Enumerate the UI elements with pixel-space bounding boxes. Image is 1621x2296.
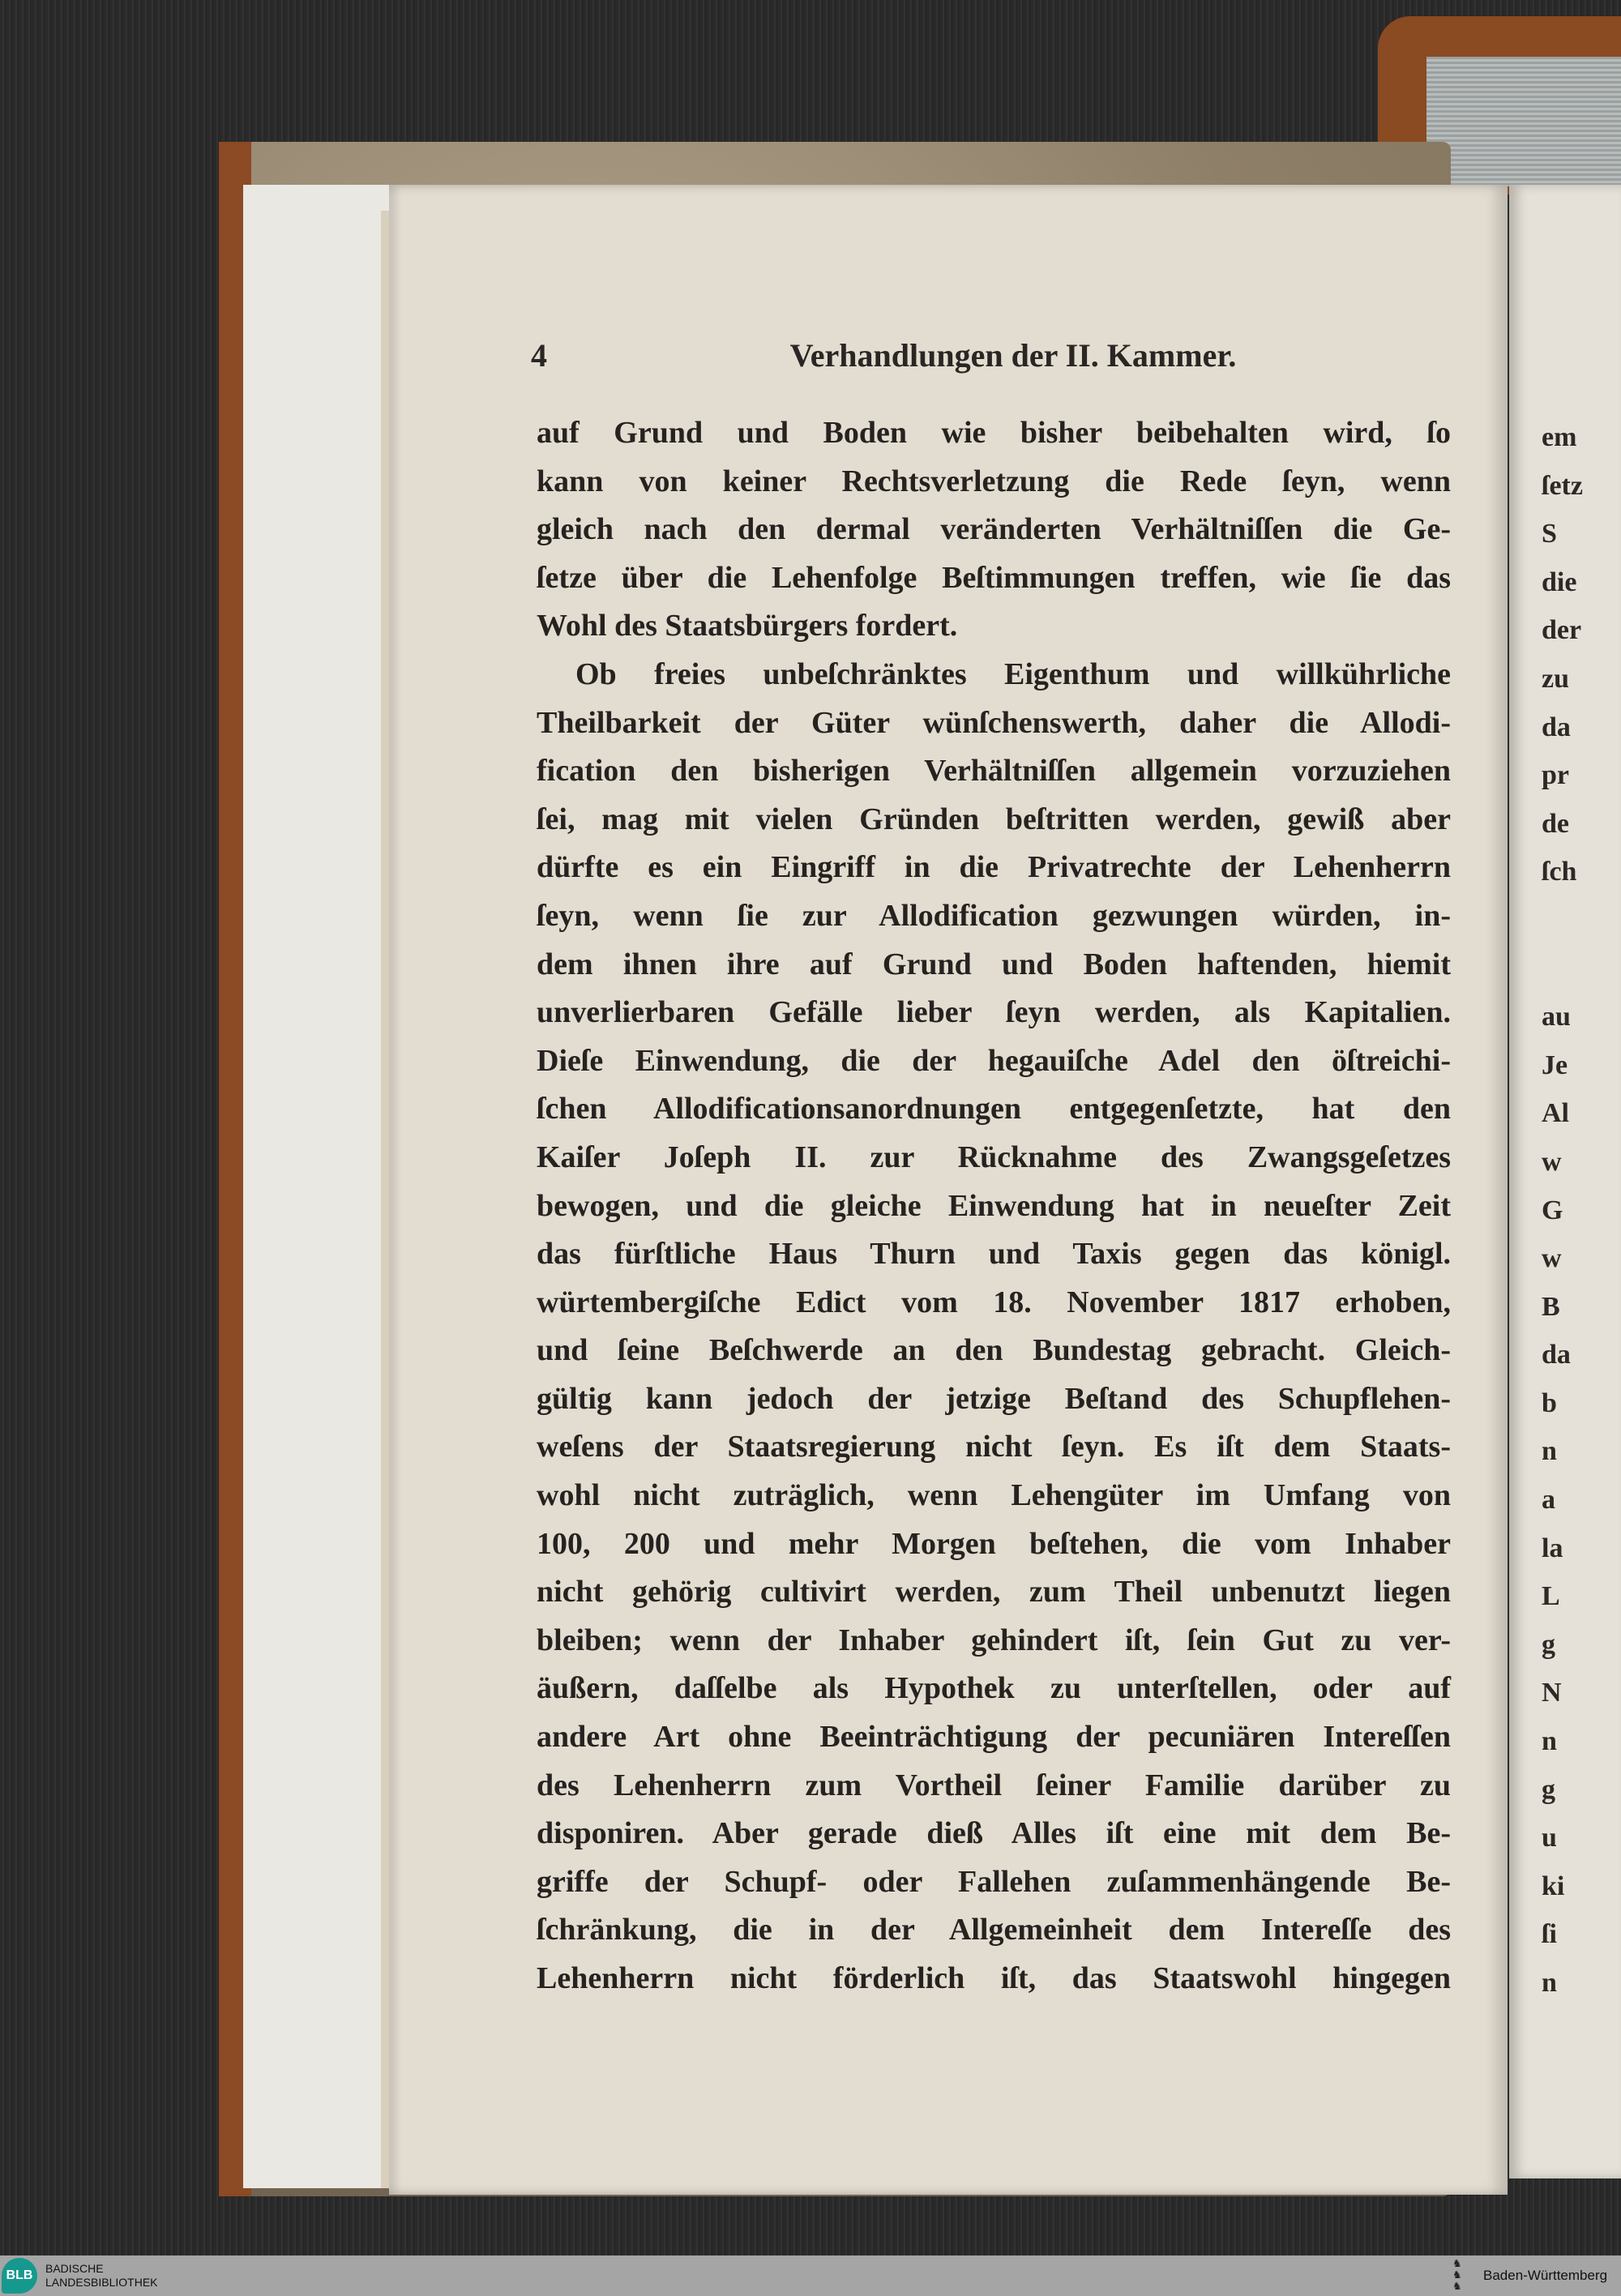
text-line: ſchen Allodificationsanordnungen entgegenſetzte, hat den	[537, 1092, 1451, 1127]
text-line: disponiren. Aber gerade dieß Alles iſt eine mit dem Be-	[537, 1816, 1451, 1851]
text-line: Dieſe Einwendung, die der hegauiſche Adel den öſtreichi-	[537, 1043, 1451, 1078]
fragment-line: der	[1542, 615, 1582, 646]
fragment-line: zu	[1542, 663, 1569, 694]
text-line: griffe der Schupf- oder Fallehen zuſammenhängende Be-	[537, 1864, 1451, 1899]
text-line: unverlierbaren Gefälle lieber ſeyn werden, als Kapitalien.	[537, 995, 1451, 1030]
text-line: wohl nicht zuträglich, wenn Lehengüter im Umfang von	[537, 1478, 1451, 1513]
text-line: dürfte es ein Eingriff in die Privatrechte der Lehenherrn	[537, 850, 1451, 885]
fragment-line: da	[1542, 712, 1571, 742]
text-line: ſetze über die Lehenfolge Beſtimmungen treffen, wie ſie das	[537, 560, 1451, 595]
fragment-line: ſetz	[1542, 470, 1583, 501]
fragment-line: B	[1542, 1291, 1560, 1322]
book-page-block	[1426, 57, 1621, 186]
fragment-line: ki	[1542, 1871, 1565, 1901]
text-line: und ſeine Beſchwerde an den Bundestag gebracht. Gleich-	[537, 1333, 1451, 1368]
text-line: Kaiſer Joſeph II. zur Rücknahme des Zwangsgeſetzes	[537, 1139, 1451, 1174]
text-line: Lehenherrn nicht förderlich iſt, das Staatswohl hingegen	[537, 1961, 1451, 1995]
text-line: weſens der Staatsregierung nicht ſeyn. Es iſt dem Staats-	[537, 1430, 1451, 1464]
fragment-line: Je	[1542, 1050, 1568, 1080]
fragment-line: de	[1542, 808, 1569, 839]
fragment-line: Al	[1542, 1098, 1569, 1129]
text-line: 100, 200 und mehr Morgen beſtehen, die vom Inhaber	[537, 1526, 1451, 1561]
fragment-line: n	[1542, 1726, 1557, 1757]
fragment-line: a	[1542, 1485, 1555, 1516]
fragment-line: la	[1542, 1533, 1563, 1563]
running-head-title: Verhandlungen der II. Kammer.	[789, 337, 1237, 374]
fragment-line: G	[1542, 1195, 1563, 1225]
fragment-line: w	[1542, 1243, 1562, 1274]
fragment-line: u	[1542, 1823, 1557, 1853]
fragment-line: n	[1542, 1436, 1557, 1467]
text-line: Wohl des Staatsbürgers fordert.	[537, 609, 958, 643]
text-line: Ob freies unbeſchränktes Eigenthum und willkührliche	[575, 656, 1451, 691]
fragment-line: n	[1542, 1968, 1557, 1998]
library-name-line2: LANDESBIBLIOTHEK	[45, 2276, 158, 2289]
state-name: Baden-Württemberg	[1483, 2268, 1608, 2283]
text-line: des Lehenherrn zum Vortheil ſeiner Familie darüber zu	[537, 1768, 1451, 1802]
next-page-fragments	[1542, 413, 1621, 2007]
fragment-line: g	[1542, 1774, 1555, 1805]
text-line: gültig kann jedoch der jetzige Beſtand des Schupflehen-	[537, 1381, 1451, 1416]
text-line: äußern, daſſelbe als Hypothek zu unterſtellen, oder auf	[537, 1671, 1451, 1706]
text-line: Theilbarkeit der Güter wünſchenswerth, daher die Allodi-	[537, 705, 1451, 740]
text-line: fication den bisherigen Verhältniſſen allgemein vorzuziehen	[537, 754, 1451, 789]
text-line: auf Grund und Boden wie bisher beibehalten wird, ſo	[537, 416, 1451, 450]
fragment-line: S	[1542, 519, 1557, 549]
fragment-line: w	[1542, 1146, 1562, 1177]
fragment-line: pr	[1542, 760, 1569, 791]
library-name	[45, 2262, 158, 2290]
lion-emblem-icon: ♞ ♞ ♞	[1452, 2258, 1462, 2293]
text-line: andere Art ohne Beeinträchtigung der pecuniären Intereſſen	[537, 1720, 1451, 1755]
body-text	[537, 409, 1451, 2003]
footer-bar	[0, 2255, 1621, 2296]
text-line: nicht gehörig cultivirt werden, zum Theil unbenutzt liegen	[537, 1575, 1451, 1610]
library-name-line1: BADISCHE	[45, 2262, 104, 2275]
fragment-line: die	[1542, 567, 1577, 597]
text-line: gleich nach den dermal veränderten Verhältniſſen die Ge-	[537, 512, 1451, 547]
fragment-line	[1542, 945, 1621, 994]
fragment-line: b	[1542, 1387, 1557, 1418]
text-line: würtembergiſche Edict vom 18. November 1817 erhoben,	[537, 1285, 1451, 1319]
text-line: kann von keiner Rechtsverletzung die Rede ſeyn, wenn	[537, 464, 1451, 498]
text-line: ſchränkung, die in der Allgemeinheit dem Intereſſe des	[537, 1913, 1451, 1948]
fragment-line: ſch	[1542, 857, 1577, 887]
text-line: ſeyn, wenn ſie zur Allodification gezwungen würden, in-	[537, 898, 1451, 933]
running-head	[531, 336, 1447, 385]
fragment-line: au	[1542, 1002, 1571, 1033]
text-line: ſei, mag mit vielen Gründen beſtritten werden, gewiß aber	[537, 802, 1451, 836]
fragment-line: em	[1542, 422, 1577, 452]
fragment-line: da	[1542, 1340, 1571, 1370]
fragment-line: L	[1542, 1581, 1560, 1612]
text-line: das fürſtliche Haus Thurn und Taxis gegen das königl.	[537, 1237, 1451, 1272]
fragment-line: N	[1542, 1678, 1562, 1708]
blb-logo: BLB	[2, 2258, 37, 2294]
text-line: dem ihnen ihre auf Grund und Boden haftenden, hiemit	[537, 947, 1451, 981]
text-line: bleiben; wenn der Inhaber gehindert iſt, ſein Gut zu ver-	[537, 1623, 1451, 1657]
fragment-line: g	[1542, 1629, 1555, 1660]
fragment-line: ſi	[1542, 1919, 1557, 1950]
text-line: bewogen, und die gleiche Einwendung hat in neueſter Zeit	[537, 1188, 1451, 1223]
page-number: 4	[531, 337, 547, 374]
fragment-line	[1542, 896, 1621, 945]
